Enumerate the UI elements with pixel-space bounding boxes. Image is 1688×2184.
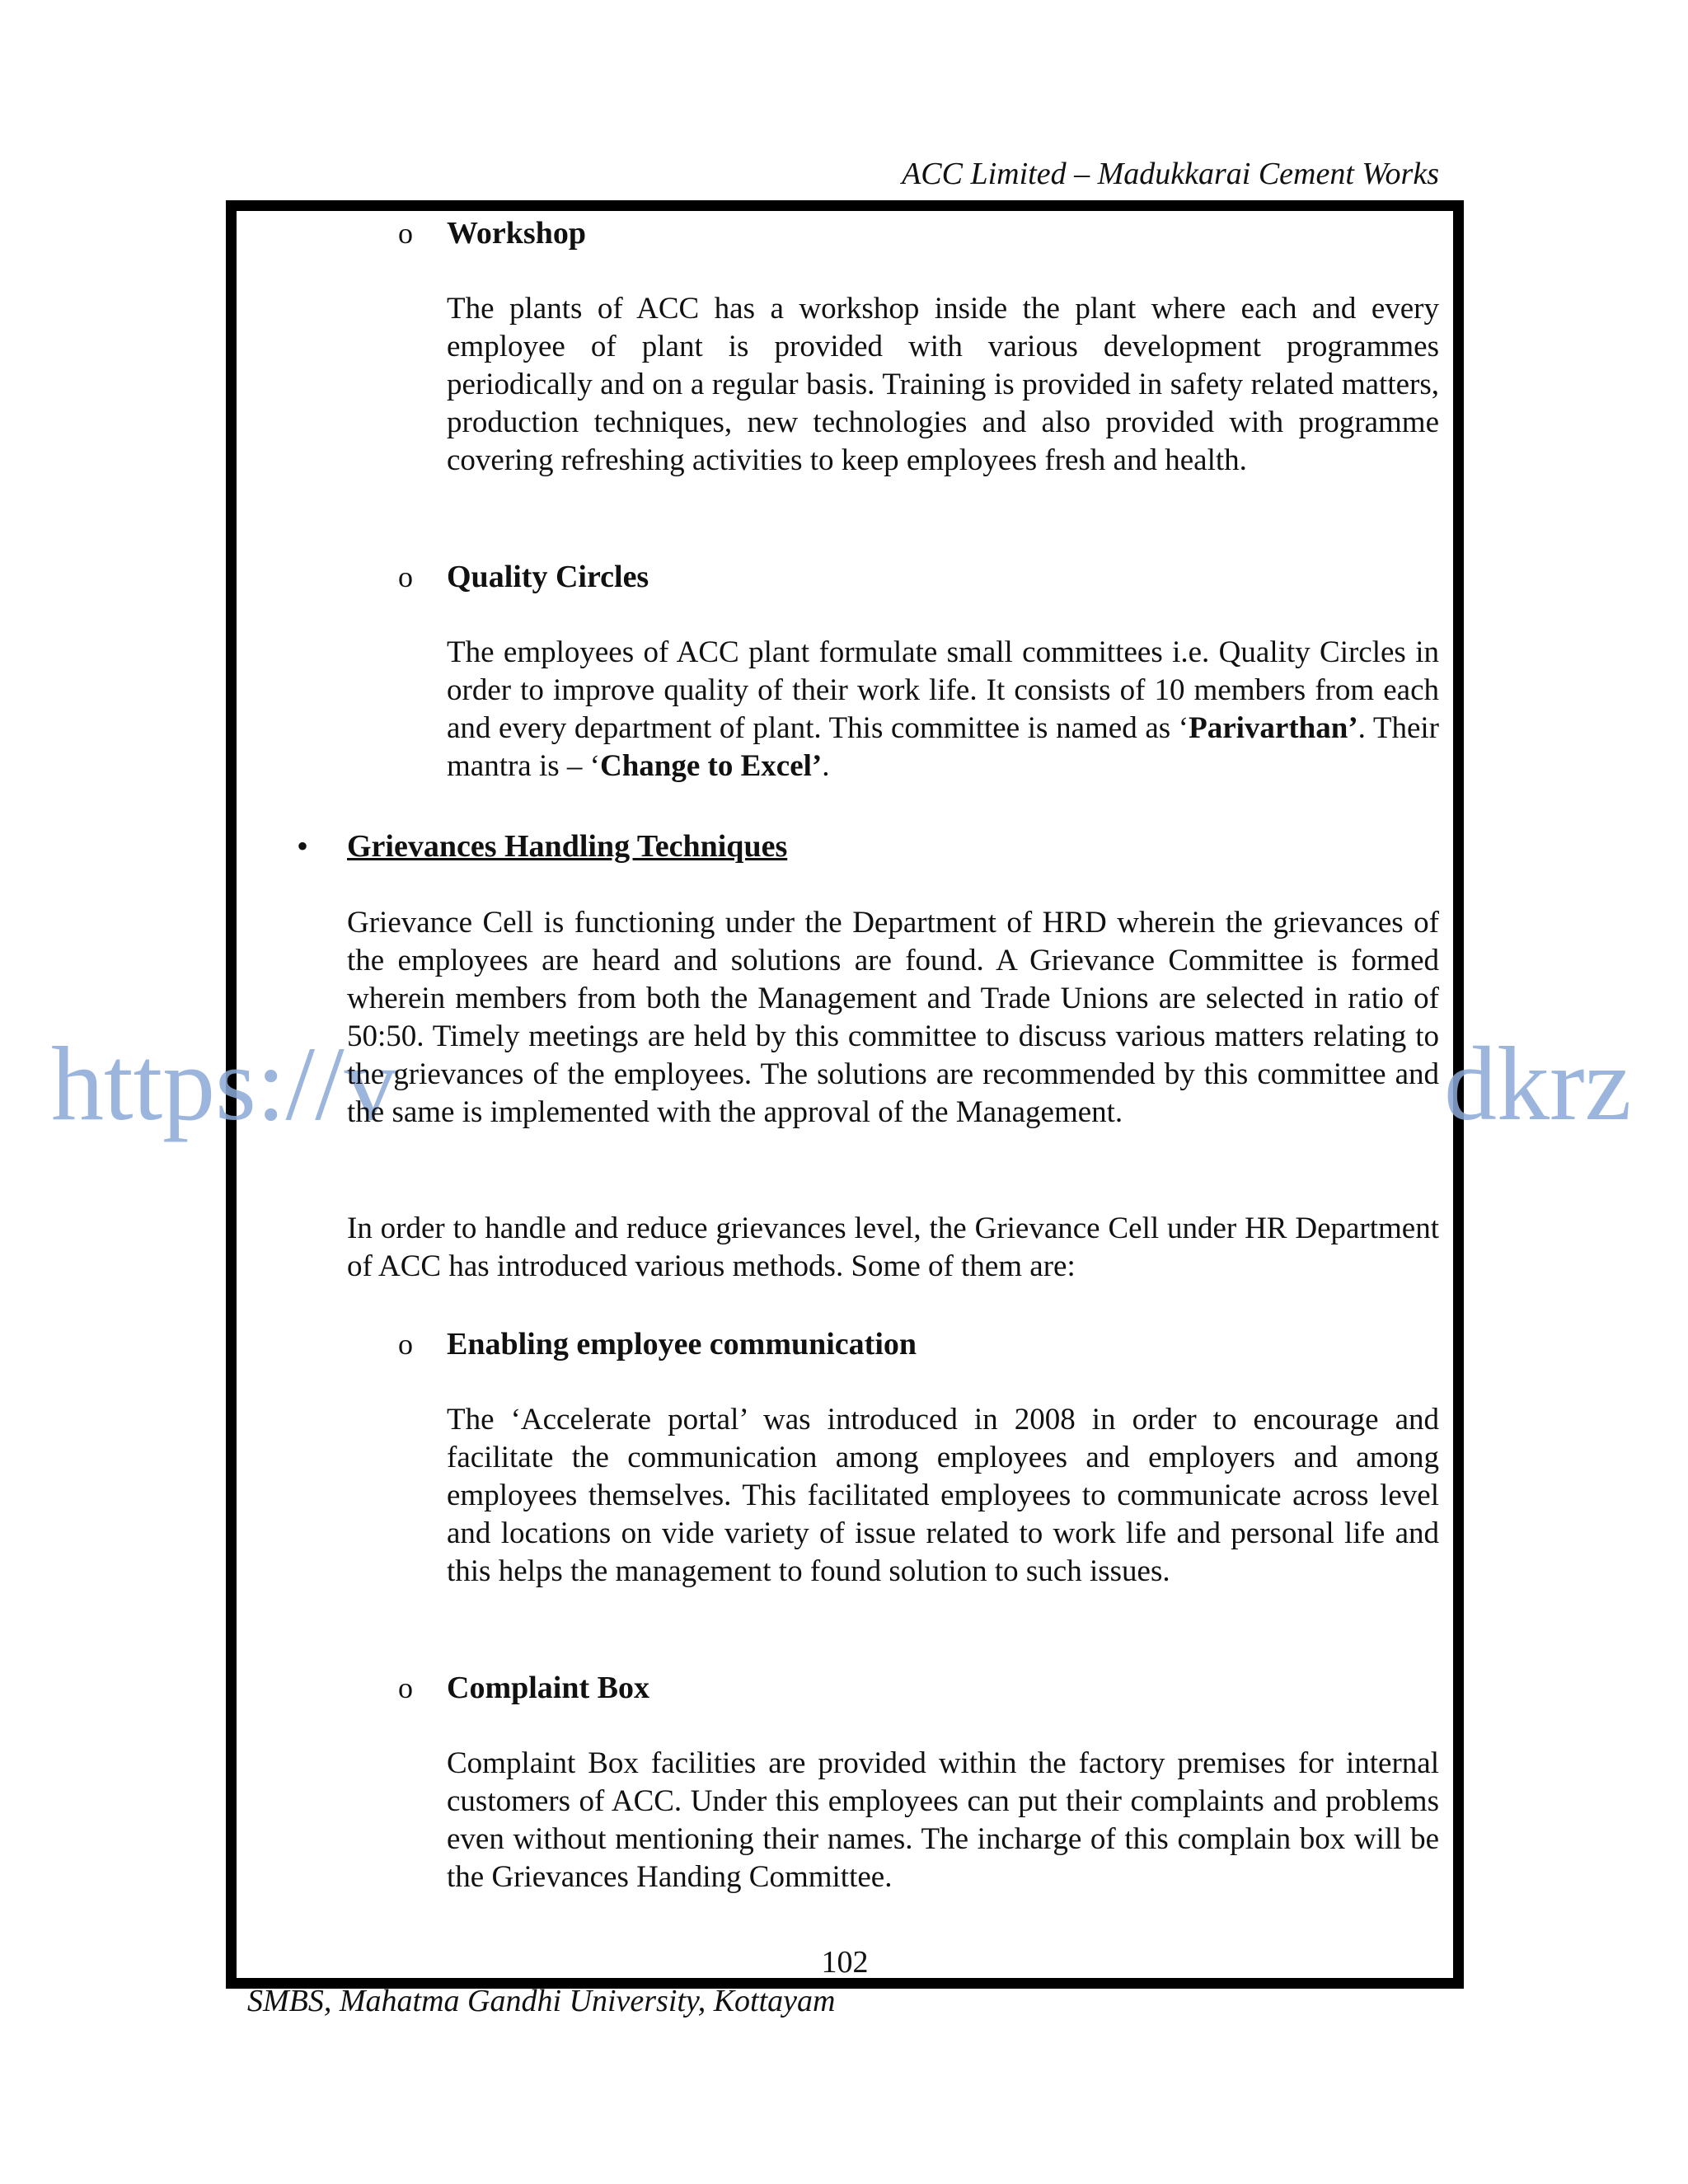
- grievances-para-1: Grievance Cell is functioning under the Department of HRD wherein the grievances of the employees are heard and solutions are found. A Grievance Committee is formed wherein members from both the Management and Trade Unions are selected in ratio of 50:50. Timely meetings are held by this committee to discuss various matters relating to the grievances of the employees. The solutions are recommended by this committee and the same is implemented with the approval of the Management.: [347, 906, 1439, 1129]
- employee-communication-heading: Enabling employee communication: [447, 1327, 917, 1361]
- mantra-bold: Change to Excel’: [599, 749, 823, 783]
- sub-bullet-marker: o: [398, 1671, 413, 1704]
- workshop-heading: Workshop: [447, 216, 586, 251]
- watermark-left: https://v: [51, 1025, 397, 1142]
- parivarthan-bold: Parivarthan’: [1189, 711, 1358, 745]
- bullet-marker: •: [297, 827, 309, 865]
- watermark-right: dkrz: [1444, 1025, 1632, 1142]
- sub-bullet-marker: o: [398, 560, 413, 593]
- sub-bullet-marker: o: [398, 1328, 413, 1361]
- grievances-para-2: In order to handle and reduce grievances level, the Grievance Cell under HR Department of ACC has introduced various methods. Some of them are:: [347, 1212, 1439, 1283]
- sub-bullet-marker: o: [398, 217, 413, 250]
- running-footer: SMBS, Mahatma Gandhi University, Kottayam: [247, 1984, 836, 2018]
- running-header: ACC Limited – Madukkarai Cement Works: [902, 157, 1439, 191]
- complaint-box-heading: Complaint Box: [447, 1671, 649, 1705]
- complaint-box-body: Complaint Box facilities are provided within the factory premises for internal customers of ACC. Under this employees can put their complaints and problems even without mentioning their names. The incharge of this complain box will be the Grievances Handing Committee.: [447, 1746, 1439, 1894]
- quality-circles-text-2: . Their mantra is – ‘: [447, 711, 1439, 783]
- quality-circles-text-3: .: [822, 749, 830, 783]
- quality-circles-text-1: The employees of ACC plant formulate small committees i.e. Quality Circles in order to improve quality of their work life. It consists of 10 members from each and every department of plant. This committee is named as ‘: [447, 635, 1439, 745]
- workshop-body: The plants of ACC has a workshop inside the plant where each and every employee of plant is provided with various development programmes periodically and on a regular basis. Training is provided in safety related matters, production techniques, new technologies and also provided with programme covering refreshing activities to keep employees fresh and health.: [447, 292, 1439, 477]
- quality-circles-body: [447, 634, 1439, 785]
- page-number: 102: [821, 1945, 869, 1980]
- employee-communication-body: The ‘Accelerate portal’ was introduced in 2008 in order to encourage and facilitate the communication among employees and employers and among employees themselves. This facilitated employees to communicate across level and locations on vide variety of issue related to work life and personal life and this helps the management to found solution to such issues.: [447, 1403, 1439, 1588]
- grievances-heading: Grievances Handling Techniques: [347, 829, 788, 864]
- quality-circles-heading: Quality Circles: [447, 560, 649, 594]
